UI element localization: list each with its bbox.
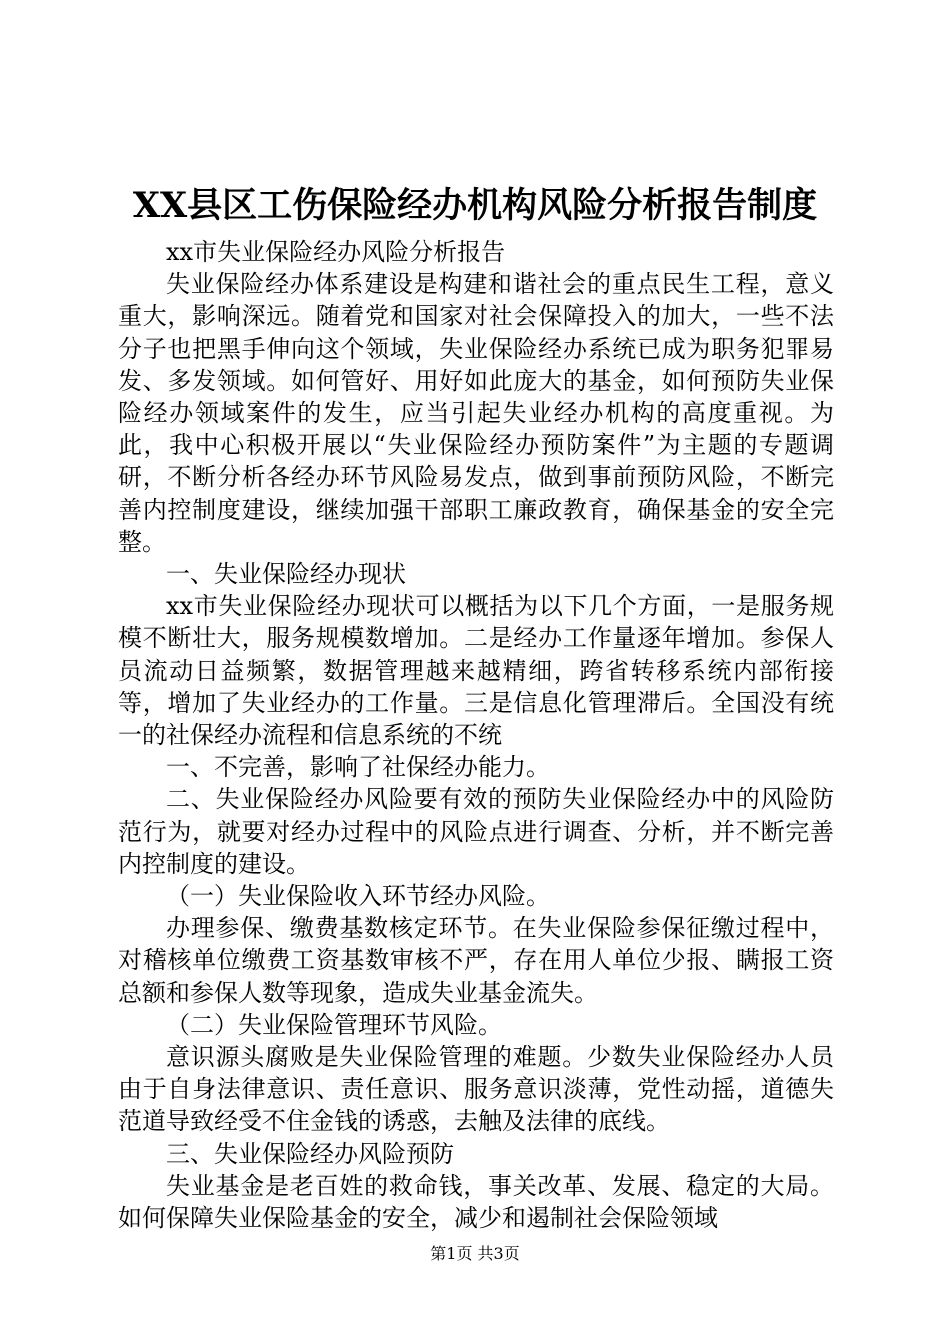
section-heading: 三、失业保险经办风险预防 xyxy=(166,1139,454,1168)
document-title: XX县区工伤保险经办机构风险分析报告制度 xyxy=(132,185,818,226)
subsection-heading: （二）失业保险管理环节风险。 xyxy=(166,1010,502,1039)
section-heading: 一、失业保险经办现状 xyxy=(166,560,406,589)
paragraph: xx市失业保险经办现状可以概括为以下几个方面，一是服务规模不断壮大，服务规模数增加。二是经办工作量逐年增加。参保人员流动日益频繁，数据管理越来越精细，跨省转移系统内部衔接等，增加了失业经办的工作量。三是信息化管理滞后。全国没有统一的社保经办流程和信息系统的不统 xyxy=(118,592,834,750)
paragraph: 意识源头腐败是失业保险管理的难题。少数失业保险经办人员由于自身法律意识、责任意识、服务意识淡薄，党性动摇，道德失范道导致经受不住金钱的诱惑，去触及法律的底线。 xyxy=(118,1043,834,1136)
paragraph: 失业基金是老百姓的救命钱，事关改革、发展、稳定的大局。如何保障失业保险基金的安全，减少和遏制社会保险领域 xyxy=(118,1171,834,1233)
paragraph: xx市失业保险经办风险分析报告 xyxy=(166,238,506,266)
document-body xyxy=(118,236,834,1234)
page-number-footer: 第1页 共3页 xyxy=(430,1244,520,1263)
subsection-heading: （一）失业保险收入环节经办风险。 xyxy=(166,882,550,911)
paragraph: 一、不完善，影响了社保经办能力。 xyxy=(166,753,550,782)
paragraph: 办理参保、缴费基数核定环节。在失业保险参保征缴过程中，对稽核单位缴费工资基数审核不严，存在用人单位少报、瞒报工资总额和参保人数等现象，造成失业基金流失。 xyxy=(118,914,834,1007)
paragraph: 二、失业保险经办风险要有效的预防失业保险经办中的风险防范行为，就要对经办过程中的风险点进行调查、分析，并不断完善内控制度的建设。 xyxy=(118,785,834,878)
paragraph: 失业保险经办体系建设是构建和谐社会的重点民生工程，意义重大，影响深远。随着党和国家对社会保障投入的加大，一些不法分子也把黑手伸向这个领域，失业保险经办系统已成为职务犯罪易发、多发领域。如何管好、用好如此庞大的基金，如何预防失业保险经办领域案件的发生，应当引起失业经办机构的高度重视。为此，我中心积极开展以“失业保险经办预防案件”为主题的专题调研，不断分析各经办环节风险易发点，做到事前预防风险，不断完善内控制度建设，继续加强干部职工廉政教育，确保基金的安全完整。 xyxy=(118,270,834,556)
